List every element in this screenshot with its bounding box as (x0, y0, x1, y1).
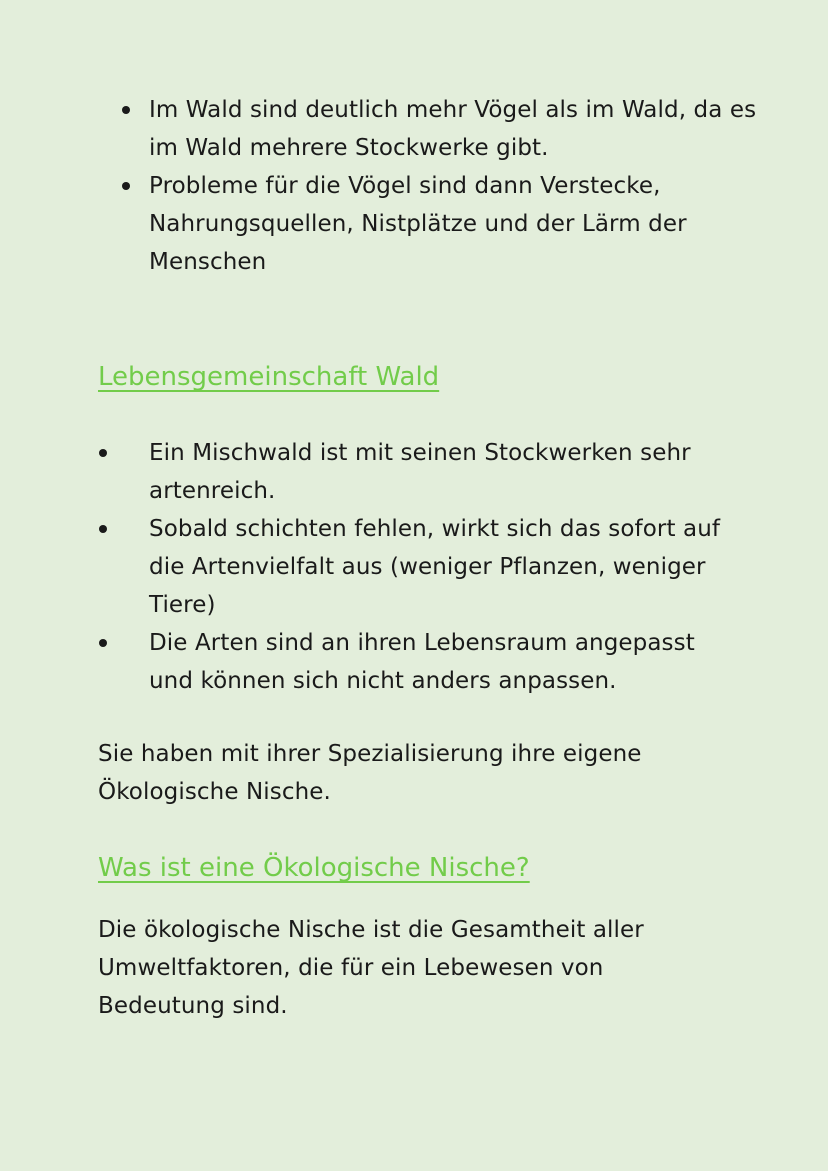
list-item-text: Ein Mischwald ist mit seinen Stockwerken sehr artenreich. (149, 440, 691, 504)
list-item (118, 167, 758, 281)
specialization-paragraph: Sie haben mit ihrer Spezialisierung ihre eigene Ökologische Nische. (98, 741, 642, 805)
bullet-icon (99, 525, 107, 533)
bullet-icon (122, 182, 130, 190)
list-item-text: Sobald schichten fehlen, wirkt sich das sofort auf die Artenvielfalt aus (weniger Pflanzen, weniger Tiere) (149, 516, 721, 618)
list-item (98, 624, 738, 700)
list-item-text: Probleme für die Vögel sind dann Verstecke, Nahrungsquellen, Nistplätze und der Lärm der Menschen (149, 173, 687, 275)
list-item (118, 91, 758, 167)
bullet-icon (122, 106, 130, 114)
section-heading-nische: Was ist eine Ökologische Nische? (98, 853, 530, 883)
forest-bullet-list (98, 434, 738, 700)
list-item-text: Im Wald sind deutlich mehr Vögel als im Wald, da es im Wald mehrere Stockwerke gibt. (149, 97, 757, 161)
bullet-icon (99, 639, 107, 647)
definition-paragraph: Die ökologische Nische ist die Gesamtheit aller Umweltfaktoren, die für ein Lebewesen von Bedeutung sind. (98, 917, 644, 1019)
list-item (98, 510, 738, 624)
section-heading-lebensgemeinschaft: Lebensgemeinschaft Wald (98, 362, 440, 392)
list-item-text: Die Arten sind an ihren Lebensraum angepasst und können sich nicht anders anpassen. (149, 630, 695, 694)
bullet-icon (99, 449, 107, 457)
list-item (98, 434, 738, 510)
intro-bullet-list (118, 91, 758, 281)
